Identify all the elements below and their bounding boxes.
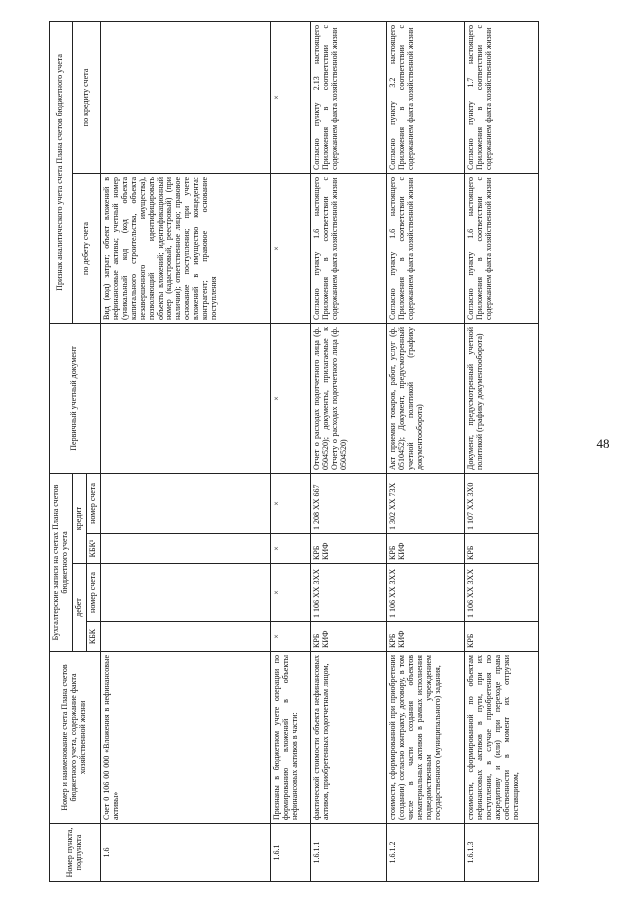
- row-analytic-credit: Согласно пункту 2.13 настоящего Приложения в соответствии с содержанием факта хозяйственной жизни: [310, 21, 386, 173]
- header-item-number: Номер пункта, подпункта: [50, 824, 101, 882]
- row-number: 1.6.1.3: [464, 824, 538, 882]
- row-debit-kbk: КРБ КИФ: [310, 622, 386, 652]
- row-debit-kbk: КРБ КИФ: [386, 622, 464, 652]
- row-analytic-debit: Вид (код) затрат; объект вложений в нефинансовые активы; учетный номер (уникальный код (код объекта капитального строительства, объекта незавершенного имущества), позволяющий идентифицировать объекты вложений; идентификационный номер (кадастровый, реестровый) (при наличии); ответственное лицо; правовое основание поступления; при учете вложений в имущество концедента: контрагент; правовое основание поступления: [100, 173, 270, 323]
- row-number: 1.6.1.2: [386, 824, 464, 882]
- table-row: [386, 21, 464, 881]
- table-row: [464, 21, 538, 881]
- row-analytic-credit: [100, 21, 270, 173]
- row-credit-account: [100, 473, 270, 533]
- row-analytic-credit: Согласно пункту 1.7 настоящего Приложения в соответствии с содержанием факта хозяйственной жизни: [464, 21, 538, 173]
- row-name: стоимости, сформированной при приобретении (создании) согласно контракту, договору, в том числе в части создания объектов нематериальных активов в рамках исполнения подведомственным учреждением государственного (муниципального) задания,: [386, 652, 464, 824]
- row-doc: Акт приемки товаров, работ, услуг (ф. 0510452); Документ, предусмотренный учетной политикой (графику документооборота): [386, 323, 464, 473]
- header-debit-account: номер счета: [86, 564, 100, 622]
- row-credit-account: 1 302 XX 73X: [386, 473, 464, 533]
- row-doc: Отчет о расходах подотчетного лица (ф. 0504520); документы, прилагаемые к Отчету о расходах подотчетного лица (ф. 0504520): [310, 323, 386, 473]
- row-name: Счет 0 106 00 000 «Вложения в нефинансовые активы»: [100, 652, 270, 824]
- row-credit-account: 1 107 XX 3X0: [464, 473, 538, 533]
- row-credit-kbk: КРБ: [464, 534, 538, 564]
- header-primary-doc: Первичный учетный документ: [50, 323, 101, 473]
- row-name: стоимости, сформированной по объектам нефинансовых активов в пути, при их поступлении, в случае приобретения по аккредитиву и (или) при переходе права собственности в момент их отгрузки поставщиком,: [464, 652, 538, 824]
- header-credit-kbk: КБК¹: [86, 534, 100, 564]
- header-debit: дебет: [72, 564, 86, 652]
- row-analytic-credit: Согласно пункту 3.2 настоящего Приложения в соответствии с содержанием факта хозяйственной жизни: [386, 21, 464, 173]
- row-analytic-credit: ×: [270, 21, 310, 173]
- row-name: фактической стоимости объекта нефинансовых активов, приобретенных подотчетным лицом,: [310, 652, 386, 824]
- header-debit-kbk: КБК: [86, 622, 100, 652]
- row-credit-kbk: [100, 534, 270, 564]
- row-doc: Документ, предусмотренный учетной политикой (графику документооборота): [464, 323, 538, 473]
- header-credit-account: номер счета: [86, 473, 100, 533]
- row-number: 1.6.1: [270, 824, 310, 882]
- row-credit-kbk: КРБ КИФ: [310, 534, 386, 564]
- row-doc: [100, 323, 270, 473]
- table-row: [270, 21, 310, 881]
- row-debit-account: 1 106 XX 3XX: [386, 564, 464, 622]
- header-row-1: [50, 21, 73, 881]
- rotated-page: [49, 22, 613, 882]
- accounting-table: [49, 21, 539, 882]
- row-debit-kbk: ×: [270, 622, 310, 652]
- page-number: 48: [596, 436, 610, 451]
- header-by-credit: по кредиту счета: [72, 21, 100, 173]
- header-entries: Бухгалтерские записи на счетах Плана счетов бюджетного учета: [50, 473, 73, 651]
- row-number: 1.6.1.1: [310, 824, 386, 882]
- row-number: 1.6: [100, 824, 270, 882]
- row-debit-account: 1 106 XX 3XX: [464, 564, 538, 622]
- row-name: Признаны в бюджетном учете операции по формированию вложений в объекты нефинансовых активов в части:: [270, 652, 310, 824]
- row-analytic-debit: Согласно пункту 1.6 настоящего Приложения в соответствии с содержанием факта хозяйственной жизни: [310, 173, 386, 323]
- row-analytic-debit: Согласно пункту 1.6 настоящего Приложения в соответствии с содержанием факта хозяйственной жизни: [464, 173, 538, 323]
- row-doc: ×: [270, 323, 310, 473]
- header-account-name: Номер и наименование счета Плана счетов бюджетного учета, содержание факта хозяйственной жизни: [50, 652, 101, 824]
- row-credit-account: ×: [270, 473, 310, 533]
- row-analytic-debit: Согласно пункту 1.6 настоящего Приложения в соответствии с содержанием факта хозяйственной жизни: [386, 173, 464, 323]
- table-row: [100, 21, 270, 881]
- header-by-debit: по дебету счета: [72, 173, 100, 323]
- row-credit-kbk: КРБ КИФ: [386, 534, 464, 564]
- row-debit-kbk: [100, 622, 270, 652]
- row-debit-account: [100, 564, 270, 622]
- header-credit: кредит: [72, 473, 86, 563]
- row-debit-account: 1 106 XX 3XX: [310, 564, 386, 622]
- header-analytics: Признак аналитического учета счета Плана счетов бюджетного учета: [50, 21, 73, 323]
- row-credit-kbk: ×: [270, 534, 310, 564]
- row-credit-account: 1 208 XX 667: [310, 473, 386, 533]
- row-debit-account: ×: [270, 564, 310, 622]
- row-analytic-debit: ×: [270, 173, 310, 323]
- row-debit-kbk: КРБ: [464, 622, 538, 652]
- table-row: [310, 21, 386, 881]
